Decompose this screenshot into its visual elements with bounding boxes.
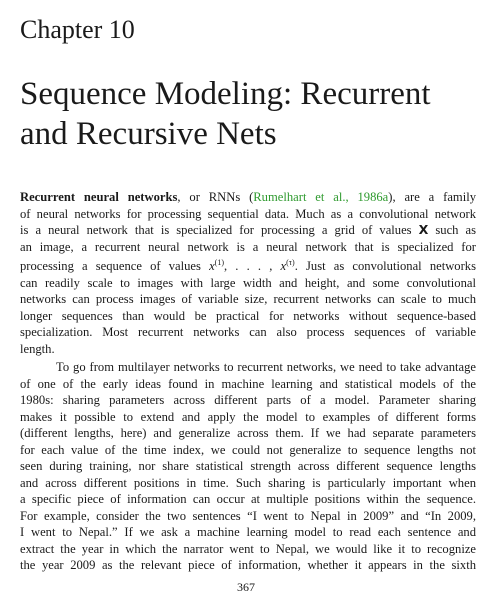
paragraph-1-line-1 bbox=[20, 189, 476, 206]
paragraph-1-line-10: length. bbox=[20, 341, 55, 356]
paragraph-2-line-5: (different lengths, here) and generalize across them. If we had separate parameters bbox=[20, 426, 476, 440]
paragraph-1-line-3 bbox=[20, 222, 476, 239]
paragraph-2-line-4: makes it possible to extend and apply the model to examples of different forms bbox=[20, 409, 476, 424]
paragraph-2-line-13: the year 2009 as the relevant piece of information, whether it appears in the sixth bbox=[20, 558, 476, 572]
math-superscript: (1) bbox=[214, 258, 224, 267]
paragraph-1-line-5 bbox=[20, 255, 476, 275]
chapter-title-line-1: Sequence Modeling: Recurrent bbox=[20, 76, 431, 112]
chapter-title-line-2: and Recursive Nets bbox=[20, 116, 277, 152]
paragraph-2-line-7: seen during training, nor share statistical strength across different sequence lengths bbox=[20, 459, 476, 473]
text-span: ), are a family bbox=[388, 190, 477, 204]
defined-term: Recurrent neural networks bbox=[20, 190, 178, 204]
paragraph-1 bbox=[20, 189, 476, 357]
math-x: x bbox=[280, 259, 287, 273]
chapter-title bbox=[20, 74, 480, 154]
text-span: is a neural network that is specialized for processing a grid of values bbox=[20, 223, 419, 237]
paragraph-1-line-7: networks can process images of variable size, recurrent networks can scale to much bbox=[20, 292, 476, 306]
text-span: processing a sequence of values bbox=[20, 259, 210, 273]
page-number: 367 bbox=[237, 580, 255, 594]
paragraph-1-line-8: longer sequences than would be practical for networks without sequence-based bbox=[20, 308, 476, 323]
paragraph-1-line-2: of neural networks for processing sequential data. Much as a convolutional network bbox=[20, 206, 476, 221]
paragraph-2-line-9: a specific piece of information can occur at multiple positions within the sequence. bbox=[20, 492, 476, 506]
math-superscript: (τ) bbox=[286, 258, 295, 267]
text-span: such as bbox=[428, 223, 477, 237]
chapter-label: Chapter 10 bbox=[20, 15, 135, 44]
paragraph-2-line-1: To go from multilayer networks to recurrent networks, we need to take advantage bbox=[56, 360, 476, 374]
paragraph-1-line-9: specialization. Most recurrent networks can also process sequences of variable bbox=[20, 325, 476, 339]
paragraph-2-line-12: extract the year in which the narrator went to Nepal, we would like it to recognize bbox=[20, 541, 476, 556]
paragraph-1-line-4: an image, a recurrent neural network is a neural network that is specialized for bbox=[20, 239, 476, 254]
paragraph-2-line-2: of one of the early ideas found in machine learning and statistical models of the bbox=[20, 376, 476, 391]
text-span: , or RNNs ( bbox=[177, 190, 254, 204]
paragraph-1-line-6: can readily scale to images with large width and height, and some convolutional bbox=[20, 275, 476, 290]
math-x: x bbox=[209, 259, 215, 273]
paragraph-2-line-8: and across different positions in time. Such sharing is particularly important when bbox=[20, 475, 476, 490]
text-span: . Just as convolutional networks bbox=[294, 259, 476, 273]
citation-link[interactable]: Rumelhart et al., 1986a bbox=[253, 190, 389, 204]
paragraph-2-line-10: For example, consider the two sentences “I went to Nepal in 2009” and “In 2009, bbox=[20, 508, 476, 523]
paragraph-2-line-11: I went to Nepal.” If we ask a machine learning model to read each sentence and bbox=[20, 525, 476, 539]
paragraph-2-line-6: for each value of the time index, we could not generalize to sequence lengths not bbox=[20, 442, 476, 457]
paragraph-2-line-3: 1980s: sharing parameters across different parts of a model. Parameter sharing bbox=[20, 393, 476, 407]
math-matrix-X: X bbox=[418, 222, 429, 237]
paragraph-2 bbox=[20, 359, 476, 574]
text-span: , . . . , bbox=[224, 259, 281, 273]
